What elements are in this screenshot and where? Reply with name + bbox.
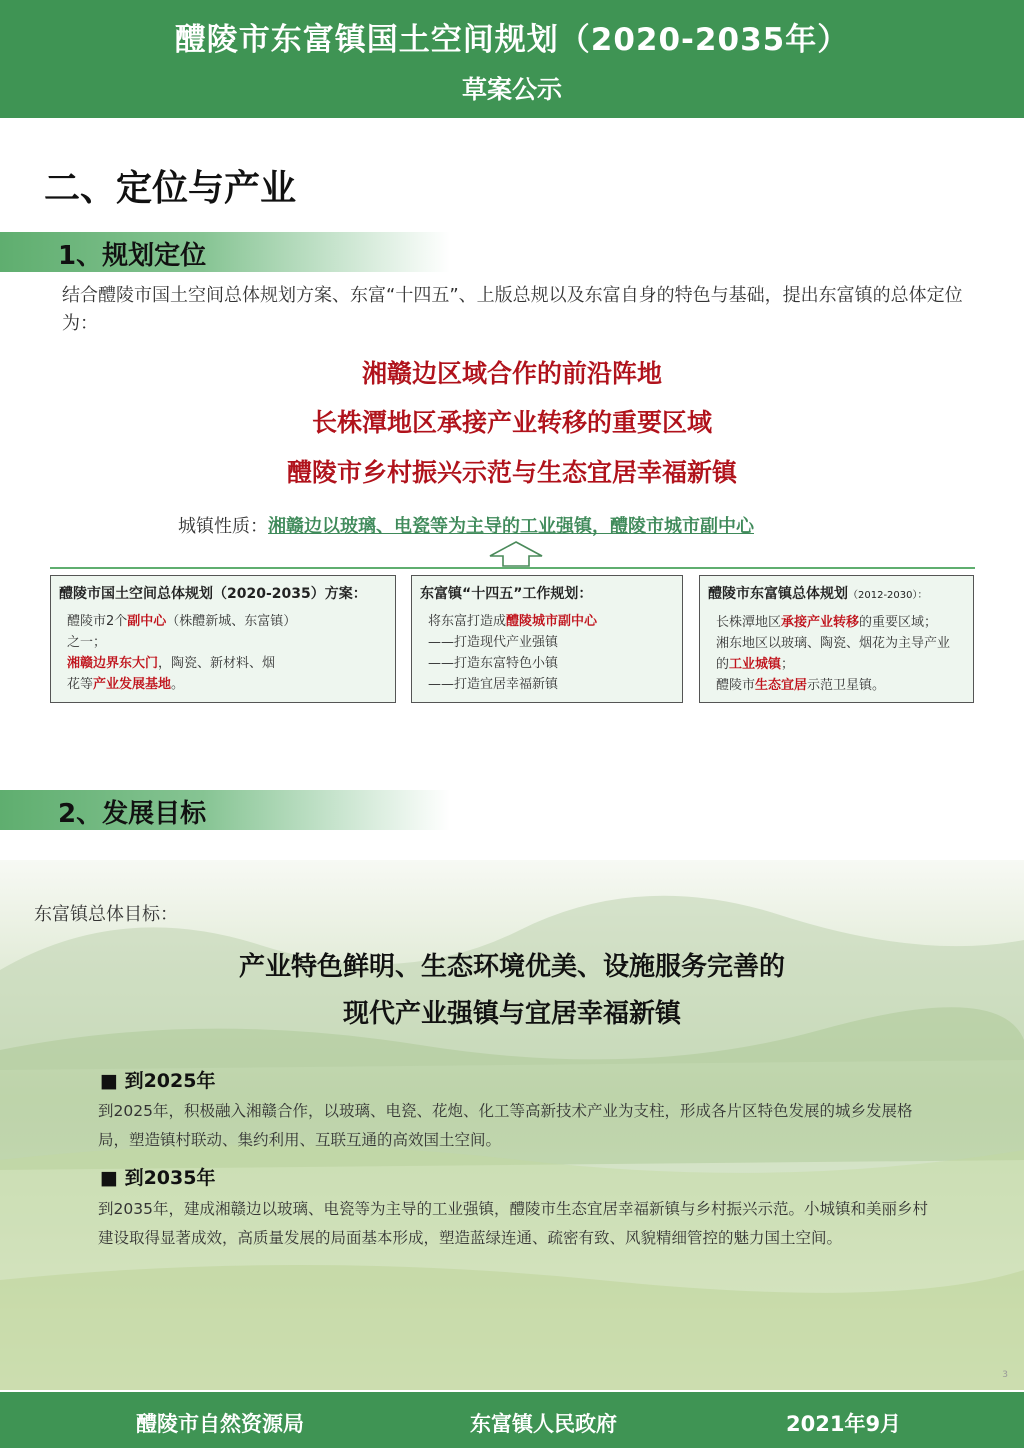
footer-banner: [0, 1392, 1024, 1448]
box-line: 醴陵市2个副中心（株醴新城、东富镇）: [67, 614, 297, 629]
intro-paragraph: 结合醴陵市国土空间总体规划方案、东富“十四五”、上版总规以及东富自身的特色与基础，提出东富镇的总体定位为：: [62, 285, 963, 334]
footer-date: 2021年9月: [786, 1412, 902, 1436]
town-nature-label: 城镇性质：: [178, 516, 268, 537]
box-line: ——打造宜居幸福新镇: [428, 677, 559, 692]
divider-line: [50, 567, 975, 569]
section-title: 二、定位与产业: [44, 168, 297, 209]
goal-line-1: 产业特色鲜明、生态环境优美、设施服务完善的: [238, 952, 785, 982]
header-banner: [0, 0, 1024, 118]
year-2025-title: ■ 到2025年: [100, 1070, 216, 1092]
box-line: 醴陵市生态宜居示范卫星镇。: [716, 678, 886, 693]
part1-heading: 1、规划定位: [58, 241, 207, 271]
part1-heading-bar: [0, 232, 450, 272]
source-box-five-year-plan: [411, 575, 683, 703]
box-title: 东富镇“十四五”工作规划：: [420, 586, 593, 602]
box-line: 湘赣边界东大门，陶瓷、新材料、烟: [67, 656, 276, 671]
document-title: 醴陵市东富镇国土空间规划（2020-2035年）: [174, 22, 850, 58]
footer-left: 醴陵市自然资源局: [136, 1412, 304, 1436]
footer-center: 东富镇人民政府: [470, 1412, 617, 1436]
year-2035-title: ■ 到2035年: [100, 1167, 216, 1189]
town-nature: [178, 512, 754, 538]
up-arrow-icon: [486, 540, 546, 568]
box-line: ——打造东富特色小镇: [428, 656, 559, 671]
source-box-town-plan: [699, 575, 974, 703]
year-2035-text: 到2035年，建成湘赣边以玻璃、电瓷等为主导的工业强镇，醴陵市生态宜居幸福新镇与乡村振兴示范。小城镇和美丽乡村建设取得显著成效，高质量发展的局面基本形成，塑造蓝绿连通、疏密有致、风貌精细管控的魅力国土空间。: [98, 1200, 928, 1247]
box-line: 湘东地区以玻璃、陶瓷、烟花为主导产业: [716, 636, 951, 651]
box-title: 醴陵市东富镇总体规划（2012-2030）：: [708, 586, 928, 602]
part2-heading: 2、发展目标: [58, 799, 207, 829]
page-number: 3: [1002, 1370, 1008, 1380]
box-line: 将东富打造成醴陵城市副中心: [428, 614, 598, 629]
position-3: 醴陵市乡村振兴示范与生态宜居幸福新镇: [286, 458, 737, 487]
goal-line-2: 现代产业强镇与宜居幸福新镇: [342, 999, 681, 1029]
box-line: 花等产业发展基地。: [67, 677, 185, 692]
box-title: 醴陵市国土空间总体规划（2020-2035）方案：: [59, 586, 367, 602]
goal-label: 东富镇总体目标：: [34, 904, 178, 925]
source-box-master-plan: [50, 575, 396, 703]
position-1: 湘赣边区域合作的前沿阵地: [361, 359, 662, 388]
part2-heading-bar: [0, 790, 450, 830]
box-line: 的工业城镇；: [716, 657, 795, 672]
town-nature-value: 湘赣边以玻璃、电瓷等为主导的工业强镇，醴陵市城市副中心: [268, 516, 754, 537]
year-2025-text: 到2025年，积极融入湘赣合作，以玻璃、电瓷、花炮、化工等高新技术产业为支柱，形成各片区特色发展的城乡发展格局，塑造镇村联动、集约利用、互联互通的高效国土空间。: [98, 1102, 913, 1149]
box-line: 之一；: [67, 635, 107, 650]
document-subtitle: 草案公示: [461, 75, 562, 104]
position-2: 长株潭地区承接产业转移的重要区域: [311, 408, 712, 437]
box-line: 长株潭地区承接产业转移的重要区域；: [716, 615, 938, 630]
box-line: ——打造现代产业强镇: [428, 635, 559, 650]
